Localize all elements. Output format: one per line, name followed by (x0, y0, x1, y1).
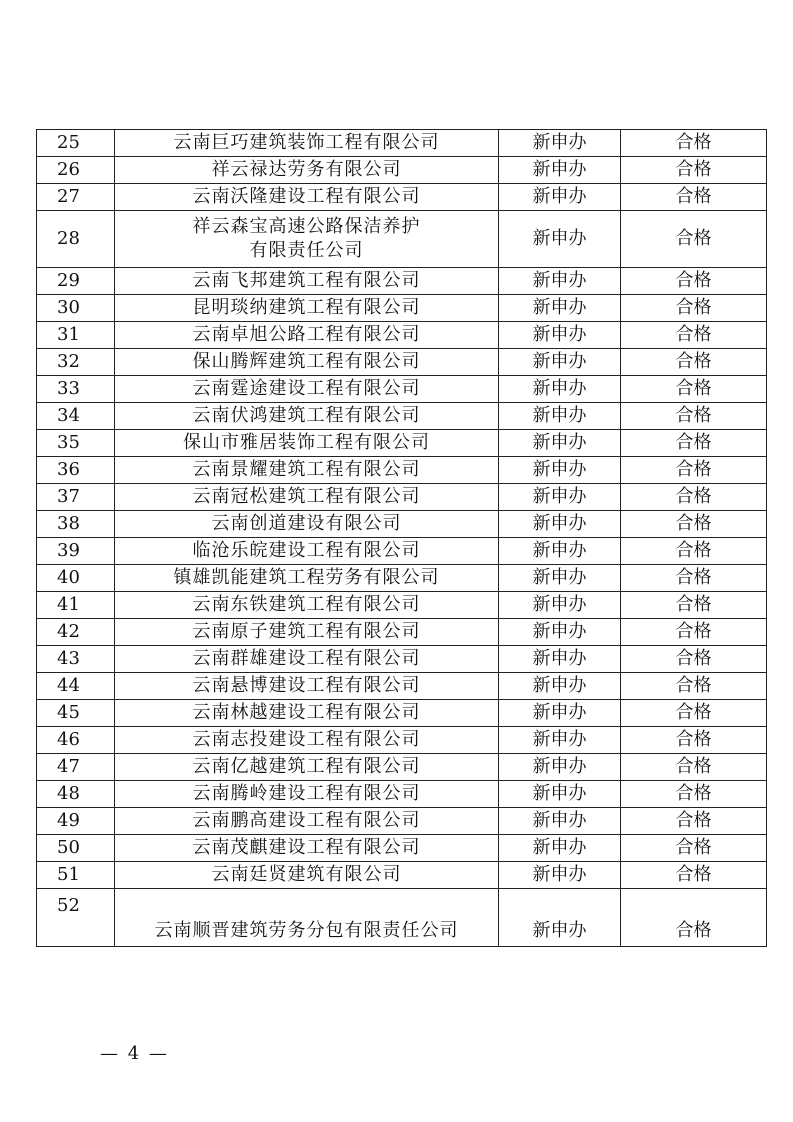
row-number: 27 (37, 184, 115, 211)
company-name: 保山市雅居装饰工程有限公司 (115, 430, 499, 457)
row-number: 36 (37, 457, 115, 484)
table-row (37, 673, 767, 700)
company-list-table (36, 129, 767, 947)
table-row (37, 403, 767, 430)
application-status: 新申办 (499, 808, 621, 835)
row-number: 35 (37, 430, 115, 457)
review-result: 合格 (621, 184, 767, 211)
company-name: 昆明琰纳建筑工程有限公司 (115, 295, 499, 322)
application-status: 新申办 (499, 457, 621, 484)
table-row (37, 565, 767, 592)
row-number: 40 (37, 565, 115, 592)
application-status: 新申办 (499, 781, 621, 808)
review-result: 合格 (621, 700, 767, 727)
company-name: 云南群雄建设工程有限公司 (115, 646, 499, 673)
table-row (37, 808, 767, 835)
review-result: 合格 (621, 130, 767, 157)
company-name: 云南原子建筑工程有限公司 (115, 619, 499, 646)
review-result: 合格 (621, 619, 767, 646)
review-result: 合格 (621, 646, 767, 673)
company-name: 云南林越建设工程有限公司 (115, 700, 499, 727)
company-name: 云南廷贤建筑有限公司 (115, 862, 499, 889)
review-result: 合格 (621, 889, 767, 947)
company-name: 云南卓旭公路工程有限公司 (115, 322, 499, 349)
table-row (37, 889, 767, 947)
row-number: 26 (37, 157, 115, 184)
row-number: 41 (37, 592, 115, 619)
application-status: 新申办 (499, 322, 621, 349)
row-number: 39 (37, 538, 115, 565)
row-number: 46 (37, 727, 115, 754)
application-status: 新申办 (499, 349, 621, 376)
row-number: 38 (37, 511, 115, 538)
application-status: 新申办 (499, 835, 621, 862)
review-result: 合格 (621, 322, 767, 349)
review-result: 合格 (621, 781, 767, 808)
table-row (37, 130, 767, 157)
application-status: 新申办 (499, 403, 621, 430)
company-name: 云南景耀建筑工程有限公司 (115, 457, 499, 484)
table-row (37, 184, 767, 211)
company-name: 云南创道建设有限公司 (115, 511, 499, 538)
table-row (37, 700, 767, 727)
review-result: 合格 (621, 211, 767, 268)
row-number: 37 (37, 484, 115, 511)
table-row (37, 157, 767, 184)
table-row (37, 484, 767, 511)
review-result: 合格 (621, 538, 767, 565)
review-result: 合格 (621, 565, 767, 592)
table-row (37, 781, 767, 808)
table-row (37, 211, 767, 268)
review-result: 合格 (621, 835, 767, 862)
review-result: 合格 (621, 349, 767, 376)
company-name: 云南沃隆建设工程有限公司 (115, 184, 499, 211)
company-name: 保山腾辉建筑工程有限公司 (115, 349, 499, 376)
table-row (37, 835, 767, 862)
application-status: 新申办 (499, 538, 621, 565)
review-result: 合格 (621, 673, 767, 700)
review-result: 合格 (621, 457, 767, 484)
table-row (37, 376, 767, 403)
table-row (37, 754, 767, 781)
application-status: 新申办 (499, 727, 621, 754)
row-number: 31 (37, 322, 115, 349)
review-result: 合格 (621, 754, 767, 781)
table-row (37, 268, 767, 295)
row-number: 47 (37, 754, 115, 781)
application-status: 新申办 (499, 565, 621, 592)
application-status: 新申办 (499, 184, 621, 211)
row-number: 52 (37, 889, 115, 947)
table-row (37, 646, 767, 673)
application-status: 新申办 (499, 376, 621, 403)
row-number: 50 (37, 835, 115, 862)
row-number: 33 (37, 376, 115, 403)
row-number: 51 (37, 862, 115, 889)
row-number: 42 (37, 619, 115, 646)
row-number: 30 (37, 295, 115, 322)
row-number: 43 (37, 646, 115, 673)
row-number: 48 (37, 781, 115, 808)
application-status: 新申办 (499, 646, 621, 673)
company-name: 镇雄凯能建筑工程劳务有限公司 (115, 565, 499, 592)
review-result: 合格 (621, 592, 767, 619)
review-result: 合格 (621, 808, 767, 835)
table-row (37, 592, 767, 619)
application-status: 新申办 (499, 673, 621, 700)
row-number: 45 (37, 700, 115, 727)
row-number: 34 (37, 403, 115, 430)
company-name: 云南志投建设工程有限公司 (115, 727, 499, 754)
row-number: 29 (37, 268, 115, 295)
company-name: 云南飞邦建筑工程有限公司 (115, 268, 499, 295)
company-name: 祥云森宝高速公路保洁养护 有限责任公司 (115, 211, 499, 268)
review-result: 合格 (621, 430, 767, 457)
table-row (37, 511, 767, 538)
row-number: 25 (37, 130, 115, 157)
application-status: 新申办 (499, 754, 621, 781)
row-number: 44 (37, 673, 115, 700)
company-name: 云南伏鸿建筑工程有限公司 (115, 403, 499, 430)
company-name: 云南冠松建筑工程有限公司 (115, 484, 499, 511)
table-row (37, 619, 767, 646)
page-number: — 4 — (100, 1043, 169, 1064)
company-name: 云南悬博建设工程有限公司 (115, 673, 499, 700)
application-status: 新申办 (499, 592, 621, 619)
row-number: 32 (37, 349, 115, 376)
review-result: 合格 (621, 403, 767, 430)
company-name: 云南腾岭建设工程有限公司 (115, 781, 499, 808)
table-row (37, 538, 767, 565)
application-status: 新申办 (499, 619, 621, 646)
table-row (37, 862, 767, 889)
table-row (37, 349, 767, 376)
application-status: 新申办 (499, 157, 621, 184)
table-row (37, 457, 767, 484)
application-status: 新申办 (499, 295, 621, 322)
company-name: 云南霆途建设工程有限公司 (115, 376, 499, 403)
company-name: 云南鹏高建设工程有限公司 (115, 808, 499, 835)
review-result: 合格 (621, 157, 767, 184)
company-name: 云南茂麒建设工程有限公司 (115, 835, 499, 862)
review-result: 合格 (621, 862, 767, 889)
application-status: 新申办 (499, 430, 621, 457)
application-status: 新申办 (499, 511, 621, 538)
table-body (37, 130, 767, 947)
row-number: 49 (37, 808, 115, 835)
review-result: 合格 (621, 727, 767, 754)
application-status: 新申办 (499, 268, 621, 295)
row-number: 28 (37, 211, 115, 268)
application-status: 新申办 (499, 211, 621, 268)
company-name: 祥云禄达劳务有限公司 (115, 157, 499, 184)
review-result: 合格 (621, 295, 767, 322)
table-row (37, 727, 767, 754)
company-name: 云南巨巧建筑装饰工程有限公司 (115, 130, 499, 157)
application-status: 新申办 (499, 862, 621, 889)
company-name: 云南东铁建筑工程有限公司 (115, 592, 499, 619)
review-result: 合格 (621, 484, 767, 511)
company-name: 云南亿越建筑工程有限公司 (115, 754, 499, 781)
company-name: 临沧乐皖建设工程有限公司 (115, 538, 499, 565)
application-status: 新申办 (499, 700, 621, 727)
table-row (37, 322, 767, 349)
application-status: 新申办 (499, 889, 621, 947)
company-name: 云南顺晋建筑劳务分包有限责任公司 (115, 889, 499, 947)
table-row (37, 295, 767, 322)
review-result: 合格 (621, 511, 767, 538)
application-status: 新申办 (499, 130, 621, 157)
review-result: 合格 (621, 268, 767, 295)
review-result: 合格 (621, 376, 767, 403)
application-status: 新申办 (499, 484, 621, 511)
table-row (37, 430, 767, 457)
